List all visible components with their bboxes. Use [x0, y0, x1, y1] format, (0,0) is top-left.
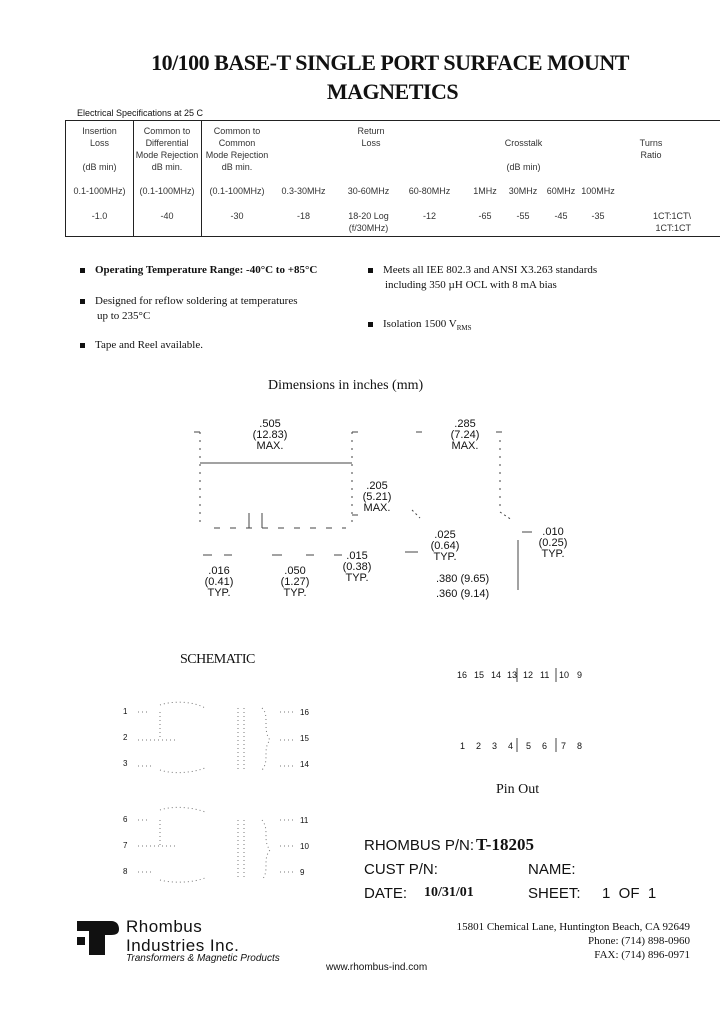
dimensions-heading: Dimensions in inches (mm): [268, 378, 424, 393]
rhombus-pn-label: RHOMBUS P/N:: [364, 837, 475, 854]
date-label: DATE:: [364, 885, 408, 902]
hdr-crosstalk: Crosstalk: [504, 138, 543, 148]
value-cell: -65: [478, 211, 492, 221]
freq-cell: 1MHz: [473, 186, 497, 196]
freq-cell: 0.3-30MHz: [281, 186, 326, 196]
pinout-pin: 12: [523, 670, 534, 680]
value-cell: -35: [591, 211, 605, 221]
doc-title-line1: 10/100 BASE-T SINGLE PORT SURFACE MOUNT: [151, 50, 629, 75]
dim-height: .205 (5.21) MAX.: [362, 480, 392, 514]
schematic-pin: 16: [300, 708, 309, 717]
schematic-pin: 3: [123, 759, 128, 768]
freq-cell: (0.1-100MHz): [139, 186, 195, 196]
schematic-pin: 10: [300, 842, 309, 851]
pinout-pin: 1: [460, 741, 466, 751]
value-cell: -45: [554, 211, 568, 221]
feature-item: Tape and Reel available.: [80, 338, 203, 353]
company-fax: FAX: (714) 896-0971: [594, 949, 690, 961]
freq-cell: 30-60MHz: [347, 186, 390, 196]
freq-cell: 0.1-100MHz): [73, 186, 126, 196]
company-website[interactable]: www.rhombus-ind.com: [326, 962, 428, 973]
dim-depth: .285 (7.24) MAX.: [450, 418, 480, 452]
freq-cell: 100MHz: [581, 186, 615, 196]
pinout-pin: 14: [491, 670, 502, 680]
hdr-insertion-loss: Insertion Loss: [82, 126, 117, 148]
schematic-pin: 9: [300, 868, 305, 877]
schematic-pin: 15: [300, 734, 309, 743]
value-cell: -55: [516, 211, 530, 221]
freq-cell: 60-80MHz: [408, 186, 451, 196]
dim-lead-width: .016 (0.41) TYP.: [204, 565, 234, 599]
feature-item: Isolation 1500 $V_{RMS}$: [368, 317, 472, 336]
turns-value: 1CT:1CT\ 1CT:1CT: [652, 211, 691, 233]
schematic-drawing: [138, 702, 295, 882]
pinout-pin: 10: [559, 670, 570, 680]
dim-pitch: .050 (1.27) TYP.: [280, 565, 310, 599]
dim-width: .505 (12.83) MAX.: [252, 418, 288, 452]
rhombus-pn-value: T-18205: [476, 835, 534, 854]
value-cell: -30: [230, 211, 244, 221]
pinout-pin: 8: [577, 741, 583, 751]
company-name-2: Industries Inc.: [126, 936, 240, 955]
schematic-pin: 7: [123, 841, 128, 850]
unit-crosstalk: (dB min): [506, 162, 541, 172]
pinout-pin: 11: [540, 670, 550, 680]
pinout-pin: 15: [474, 670, 485, 680]
rhombus-logo-icon: [77, 917, 121, 957]
sheet-label: SHEET:: [528, 885, 581, 902]
hdr-cm-diff: Common to Differential Mode Rejection: [135, 126, 199, 160]
spec-caption: Electrical Specifications at 25 C: [77, 108, 204, 118]
pinout-pin: 4: [508, 741, 514, 751]
unit-insertion: (dB min): [82, 162, 117, 172]
schematic-pin: 8: [123, 867, 128, 876]
schematic-heading: SCHEMATIC: [180, 652, 255, 667]
value-cell: -18: [296, 211, 310, 221]
pinout-pin: 13: [507, 670, 518, 680]
schematic-pin: 11: [300, 816, 309, 825]
schematic-pin: 14: [300, 760, 309, 769]
doc-title-line2: MAGNETICS: [326, 79, 459, 104]
pinout-pin: 7: [561, 741, 567, 751]
dim-gap: .015 (0.38) TYP.: [342, 550, 372, 584]
company-address: 15801 Chemical Lane, Huntington Beach, CA 92649: [456, 921, 690, 933]
dim-lead-thickness: .010 (0.25) TYP.: [538, 526, 568, 560]
unit-cm-diff: dB min.: [151, 162, 183, 172]
company-tagline: Transformers & Magnetic Products: [126, 953, 280, 964]
feature-item: Operating Temperature Range: -40°C to +85°C: [80, 263, 317, 278]
name-label: NAME:: [528, 861, 576, 878]
cust-pn-label: CUST P/N:: [364, 861, 438, 878]
schematic-pin: 1: [123, 707, 128, 716]
value-cell: 18-20 Log (f/30MHz): [348, 211, 389, 233]
pinout-pin: 9: [577, 670, 583, 680]
hdr-cm-cm: Common to Common Mode Rejection: [205, 126, 269, 160]
feature-item: Designed for reflow soldering at temperatures up to 235°C: [80, 294, 298, 324]
freq-cell: (0.1-100MHz): [209, 186, 265, 196]
unit-cm-cm: dB min.: [221, 162, 253, 172]
hdr-turns-ratio: Turns Ratio: [639, 138, 663, 160]
pinout-pin: 16: [457, 670, 468, 680]
value-cell: -1.0: [91, 211, 108, 221]
company-phone: Phone: (714) 898-0960: [587, 935, 690, 947]
freq-cell: 30MHz: [508, 186, 538, 196]
sheet-value: 1 OF 1: [602, 885, 657, 902]
date-value: 10/31/01: [424, 885, 474, 900]
schematic-pin: 2: [123, 733, 128, 742]
hdr-return-loss: Return Loss: [357, 126, 385, 148]
company-name-1: Rhombus: [126, 917, 203, 936]
dim-span: .380 (9.65) .360 (9.14): [436, 573, 490, 600]
pinout-label: Pin Out: [496, 782, 540, 797]
freq-cell: 60MHz: [546, 186, 576, 196]
value-cell: -40: [160, 211, 174, 221]
feature-item: Meets all IEE 802.3 and ANSI X3.263 standards including 350 µH OCL with 8 mA bias: [368, 263, 597, 293]
schematic-pin: 6: [123, 815, 128, 824]
pinout-pin: 2: [476, 741, 482, 751]
pinout-pin: 6: [542, 741, 548, 751]
dim-standoff: .025 (0.64) TYP.: [430, 529, 460, 563]
pinout-pin: 5: [526, 741, 532, 751]
value-cell: -12: [422, 211, 436, 221]
pinout-pin: 3: [492, 741, 498, 751]
